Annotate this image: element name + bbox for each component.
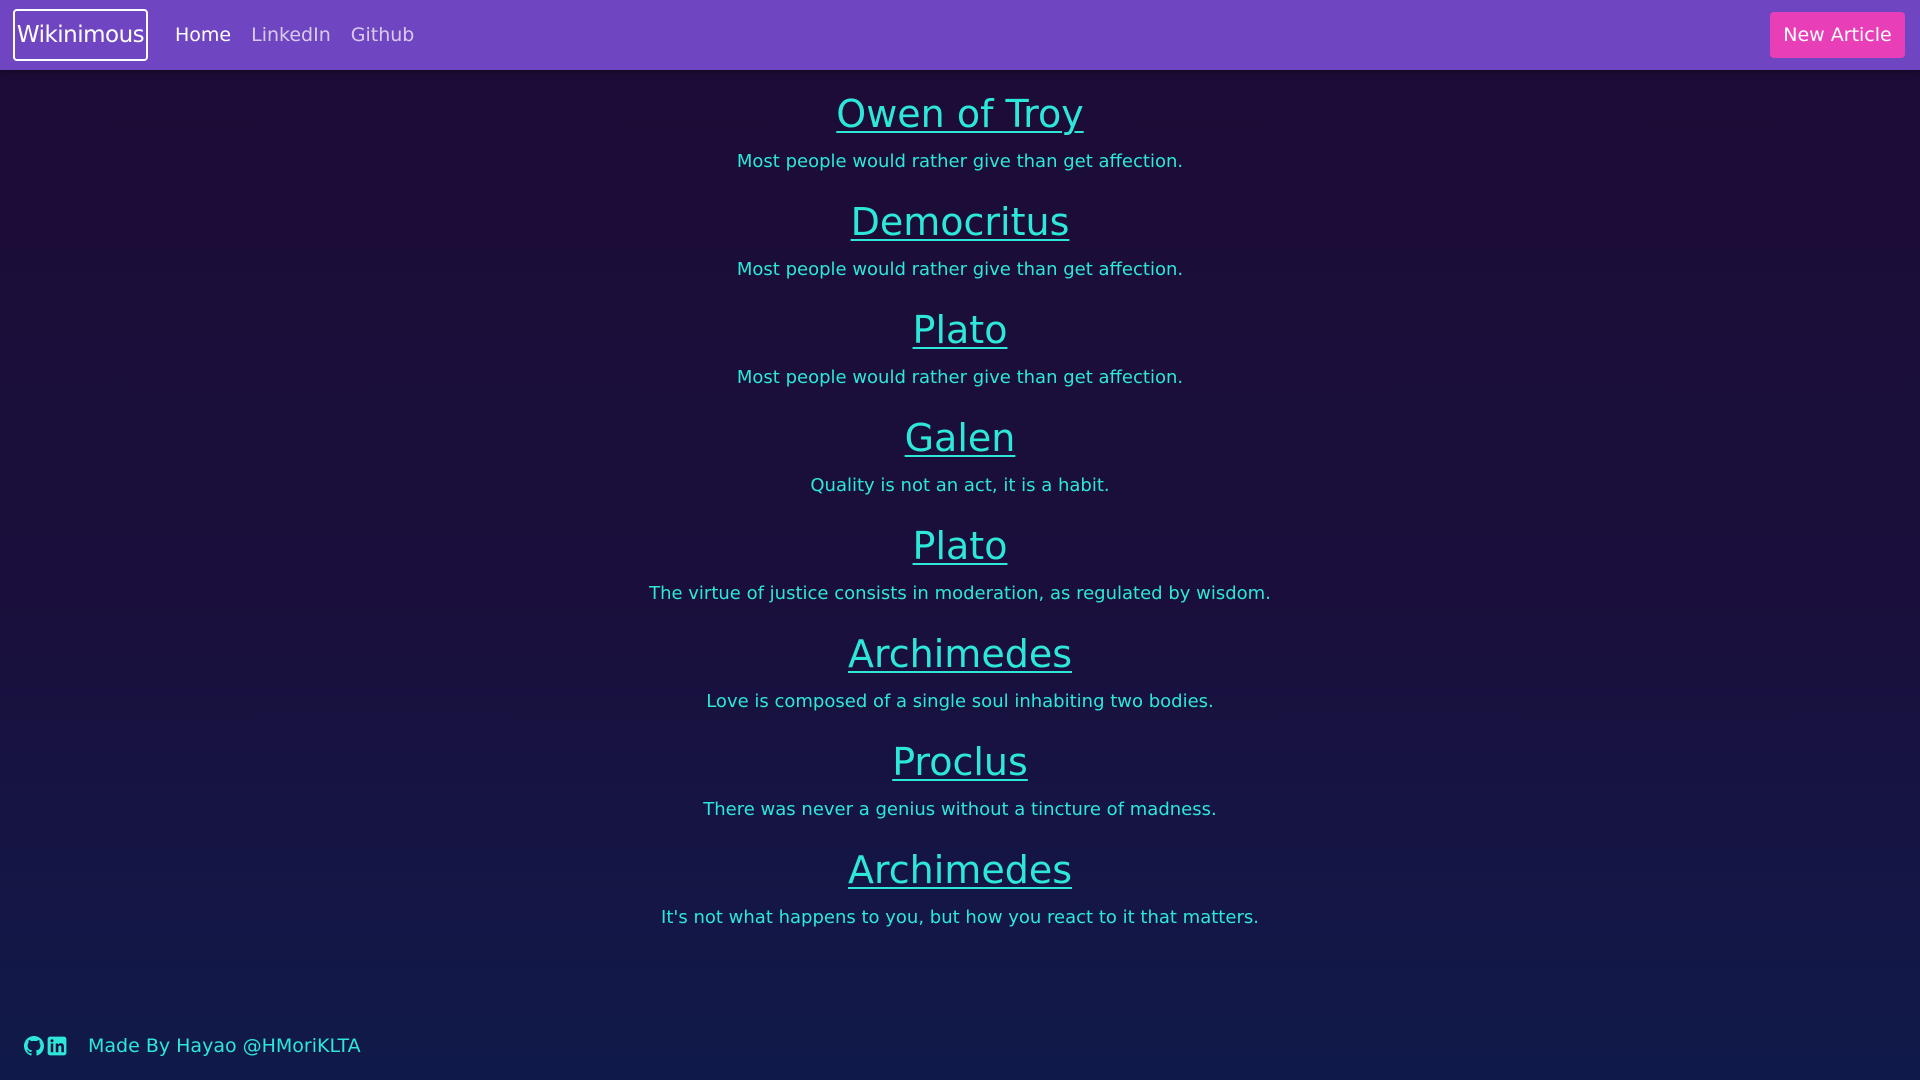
article-title-link[interactable]: Plato — [912, 524, 1008, 568]
article-description: It's not what happens to you, but how you react to it that matters. — [661, 907, 1259, 928]
article-list — [0, 88, 1920, 952]
list-item — [0, 844, 1920, 952]
list-item — [0, 304, 1920, 412]
list-item — [0, 628, 1920, 736]
list-item — [0, 412, 1920, 520]
new-article-button[interactable]: New Article — [1770, 12, 1905, 58]
article-description: There was never a genius without a tincture of madness. — [703, 799, 1217, 820]
article-title-link[interactable]: Archimedes — [847, 848, 1072, 892]
nav-link-github[interactable]: Github — [350, 24, 415, 46]
page-footer — [24, 1033, 361, 1059]
article-description: Most people would rather give than get affection. — [736, 367, 1184, 388]
list-item — [0, 520, 1920, 628]
brand-logo-link[interactable]: Wikinimous — [13, 9, 148, 61]
nav-link-home[interactable]: Home — [175, 24, 232, 46]
article-title-link[interactable]: Galen — [904, 416, 1016, 460]
article-description: The virtue of justice consists in moderation, as regulated by wisdom. — [649, 583, 1271, 604]
article-description: Most people would rather give than get affection. — [736, 259, 1184, 280]
article-description: Most people would rather give than get affection. — [736, 151, 1184, 172]
article-title-link[interactable]: Plato — [912, 308, 1008, 352]
top-navbar — [0, 0, 1920, 70]
article-description: Quality is not an act, it is a habit. — [810, 475, 1110, 496]
list-item — [0, 88, 1920, 196]
linkedin-icon[interactable] — [47, 1036, 67, 1056]
footer-credit-text: Made By Hayao @HMoriKLTA — [88, 1035, 361, 1057]
article-title-link[interactable]: Owen of Troy — [836, 92, 1084, 136]
nav-link-linkedin[interactable]: LinkedIn — [251, 24, 331, 46]
github-icon[interactable] — [24, 1036, 44, 1056]
article-description: Love is composed of a single soul inhabiting two bodies. — [706, 691, 1214, 712]
article-title-link[interactable]: Proclus — [892, 740, 1028, 784]
list-item — [0, 736, 1920, 844]
article-title-link[interactable]: Archimedes — [847, 632, 1072, 676]
list-item — [0, 196, 1920, 304]
nav-links — [175, 24, 414, 46]
article-title-link[interactable]: Democritus — [850, 200, 1070, 244]
